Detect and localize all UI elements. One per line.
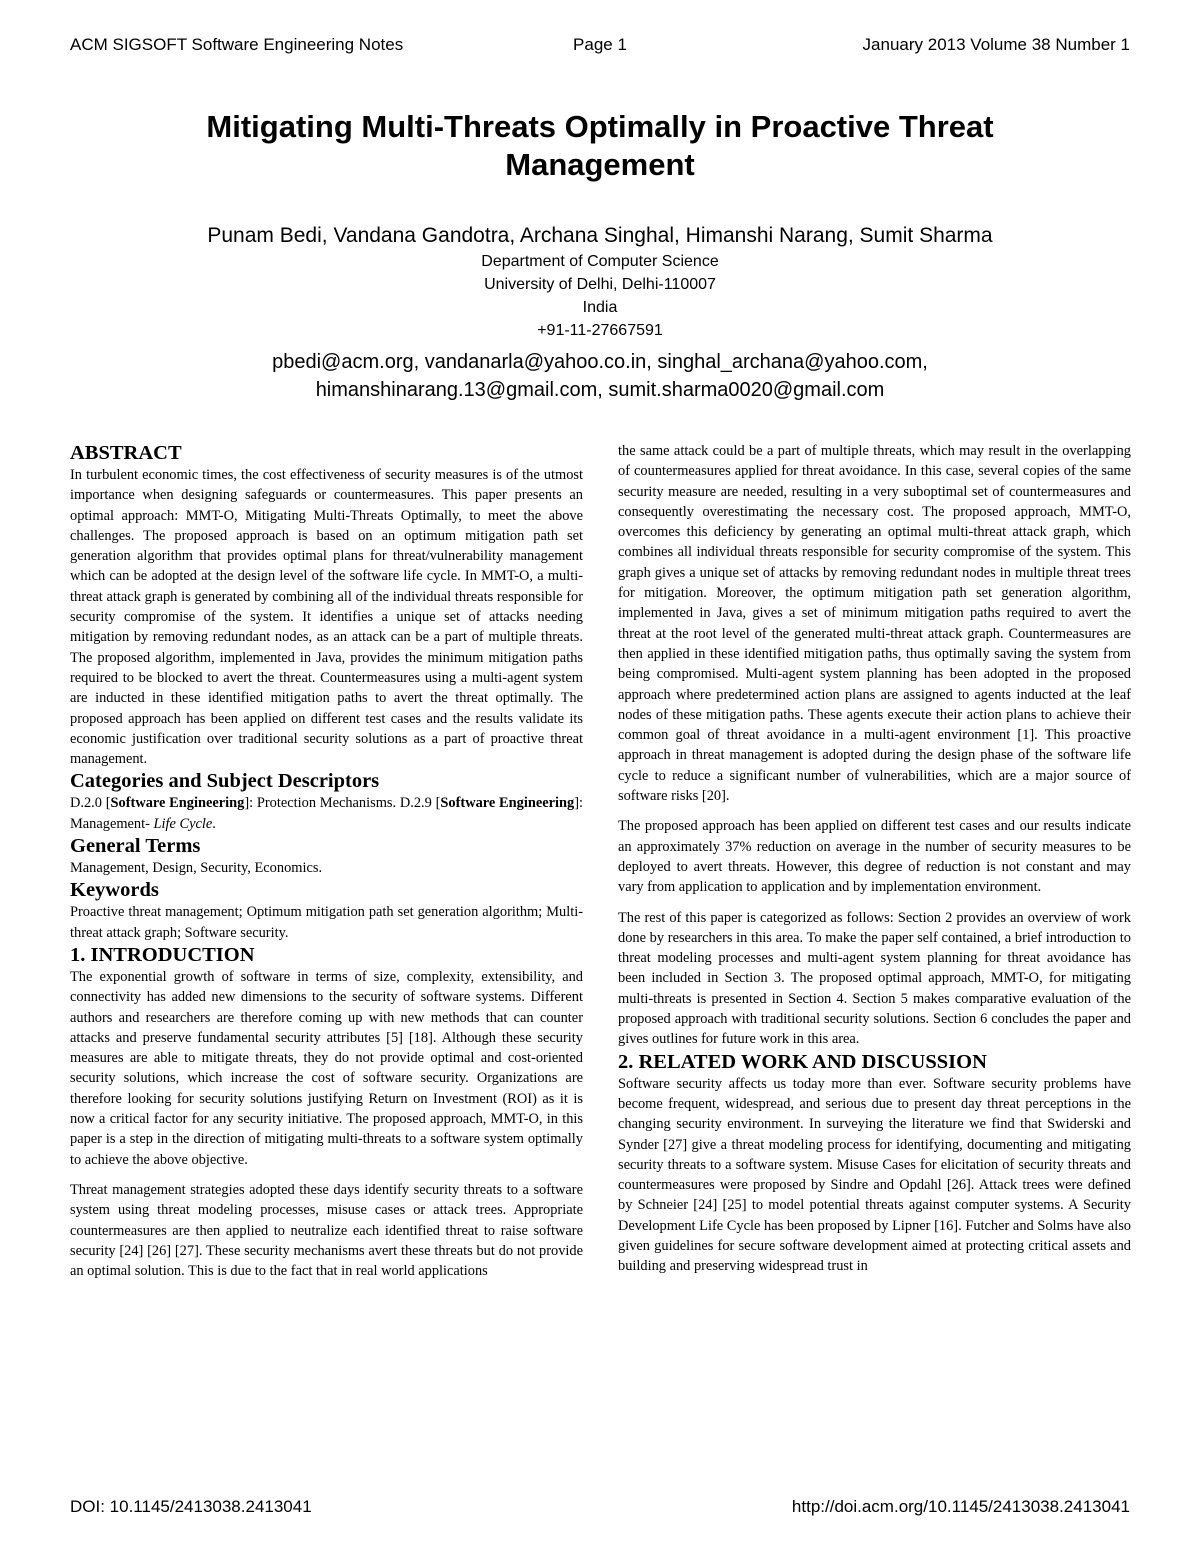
email-line-2: himanshinarang.13@gmail.com, sumit.sharma0020@gmail.com <box>315 379 885 401</box>
general-terms-text: Management, Design, Security, Economics. <box>70 860 323 877</box>
journal-name: ACM SIGSOFT Software Engineering Notes <box>70 35 404 54</box>
issue-info: January 2013 Volume 38 Number 1 <box>862 35 1130 54</box>
abstract-text: In turbulent economic times, the cost effectiveness of security measures is of the utmost importance when designing safeguards or countermeasures. This paper presents an optimal approach: MMT-O, Mitigating Multi-Threats Optimally, to meet the above challenges. The proposed approach is based on an optimum mitigation path set generation algorithm that provides optimal plans for threat/vulnerability management which can be adopted at the design level of the software life cycle. In MMT-O, a multi-threat attack graph is generated by combining all of the individual threats responsible for security compromise of the system. It identifies a unique set of attacks needing mitigation by removing redundant nodes, as an attack can be a part of multiple threats. The proposed algorithm, implemented in Java, provides the minimum mitigation paths required to be blocked to avert the threat. Countermeasures using a multi-agent system are inducted in these identified mitigation paths to avert the threat optimally. The proposed approach has been applied on different test cases and the results validate its economic justification over traditional security solutions as a part of proactive threat management. <box>70 467 583 768</box>
introduction-heading: 1. INTRODUCTION <box>70 943 255 966</box>
introduction-paragraph-3: the same attack could be a part of multiple threats, which may result in the overlapping of countermeasures applied for threat avoidance. In this case, several copies of the same security measure are needed, resulting in a very suboptimal set of countermeasures and consequently overestimating the necessary cost. The proposed approach, MMT-O, overcomes this deficiency by generating an optimal multi-threat attack graph, which combines all individual threats responsible for security compromise of the system. This graph gives a unique set of attacks by removing redundant nodes in multiple threat trees for mitigation. Moreover, the optimum mitigation path set generation algorithm, implemented in Java, gives a set of minimum mitigation paths required to avert the threat at the root level of the generated multi-threat attack graph. Countermeasures are then applied in these identified mitigation paths, thus optimally saving the system from being compromised. Multi-agent system planning has been adopted in the proposed approach where predetermined action plans are assigned to agents inducted at the leaf nodes of these mitigation paths. These agents execute their action plans to achieve their common goal of threat avoidance in a multi-agent environment [1]. This proactive approach in threat management is adopted during the design phase of the software life cycle to reduce a significant number of vulnerabilities, which are a major source of software risks [20]. <box>618 443 1131 805</box>
paper-title-line-1: Mitigating Multi-Threats Optimally in Proactive Threat <box>206 109 994 144</box>
right-column <box>618 441 1131 1277</box>
introduction-paragraph-5: The rest of this paper is categorized as follows: Section 2 provides an overview of work done by researchers in this area. To make the paper self contained, a brief introduction to threat modeling processes and multi-agent system planning for threat avoidance has been included in Section 3. The proposed optimal approach, MMT-O, for mitigating multi-threats is presented in Section 4. Section 5 makes comparative evaluation of the proposed approach with traditional security solutions. Section 6 concludes the paper and gives outlines for future work in this area. <box>618 909 1131 1048</box>
page-number: Page 1 <box>573 35 627 54</box>
introduction-paragraph-4: The proposed approach has been applied on different test cases and our results indicate an approximately 37% reduction on average in the number of security measures to be deployed to avert threats. However, this degree of reduction is not constant and may vary from application to application and by implementation environment. <box>618 818 1131 896</box>
categories-text: D.2.0 [Software Engineering]: Protection Mechanisms. D.2.9 [Software Engineering]: Management- Life Cycle. <box>70 795 583 832</box>
page-footer <box>70 1497 1130 1521</box>
paper-title-line-2: Management <box>505 147 695 182</box>
phone: +91-11-27667591 <box>537 322 663 339</box>
country: India <box>582 299 618 316</box>
university: University of Delhi, Delhi-110007 <box>484 276 716 293</box>
paper-title <box>100 108 1100 184</box>
department: Department of Computer Science <box>481 253 719 270</box>
left-column <box>70 441 583 1281</box>
abstract-heading: ABSTRACT <box>70 442 182 464</box>
keywords-heading: Keywords <box>70 879 159 902</box>
introduction-paragraph-2: Threat management strategies adopted these days identify security threats to a software system using threat modeling processes, misuse cases or attack trees. Appropriate countermeasures are then applied to neutralize each identified threat to raise software security [24] [26] [27]. These security mechanisms avert these threats but do not provide an optimal solution. This is due to the fact that in real world applications <box>70 1181 583 1280</box>
author-list: Punam Bedi, Vandana Gandotra, Archana Singhal, Himanshi Narang, Sumit Sharma <box>207 224 993 247</box>
doi-text: DOI: 10.1145/2413038.2413041 <box>70 1497 312 1516</box>
general-terms-heading: General Terms <box>70 835 201 858</box>
introduction-paragraph-1: The exponential growth of software in terms of size, complexity, extensibility, and connectivity has added new dimensions to the security of software systems. Different authors and researchers are therefore coming up with new methods that can counter attacks and preserve fundamental security attributes [5] [18]. Although these security measures are able to mitigate threats, they do not provide optimal and cost-oriented security solutions, which increase the cost of software security. Organizations are therefore looking for security solutions justifying Return on Investment (ROI) as it is now a critical factor for any security initiative. The proposed approach, MMT-O, in this paper is a step in the direction of mitigating multi-threats to a software system optimally to achieve the above objective. <box>70 968 583 1168</box>
author-emails <box>100 348 1100 404</box>
affiliation <box>100 250 1100 342</box>
keywords-text: Proactive threat management; Optimum mitigation path set generation algorithm; Multi-threat attack graph; Software security. <box>70 904 583 941</box>
doi-link[interactable]: http://doi.acm.org/10.1145/2413038.2413041 <box>791 1497 1130 1516</box>
running-header <box>70 35 1130 59</box>
related-work-heading: 2. RELATED WORK AND DISCUSSION <box>618 1050 987 1073</box>
related-work-paragraph-1: Software security affects us today more than ever. Software security problems have become frequent, widespread, and serious due to present day threat perceptions in the changing security environment. In surveying the literature we find that Swiderski and Synder [27] give a threat modeling process for identifying, documenting and mitigating security threats to a software system. Misuse Cases for elicitation of security threats and countermeasures were proposed by Sindre and Opdahl [26]. Attack trees were defined by Schneier [24] [25] to model potential threats against computer systems. A Security Development Life Cycle has been proposed by Lipner [16]. Futcher and Solms have also given guidelines for secure software development aimed at protecting critical assets and building and preserving widespread trust in <box>618 1075 1131 1275</box>
categories-heading: Categories and Subject Descriptors <box>70 770 380 793</box>
email-line-1: pbedi@acm.org, vandanarla@yahoo.co.in, singhal_archana@yahoo.com, <box>272 351 928 373</box>
